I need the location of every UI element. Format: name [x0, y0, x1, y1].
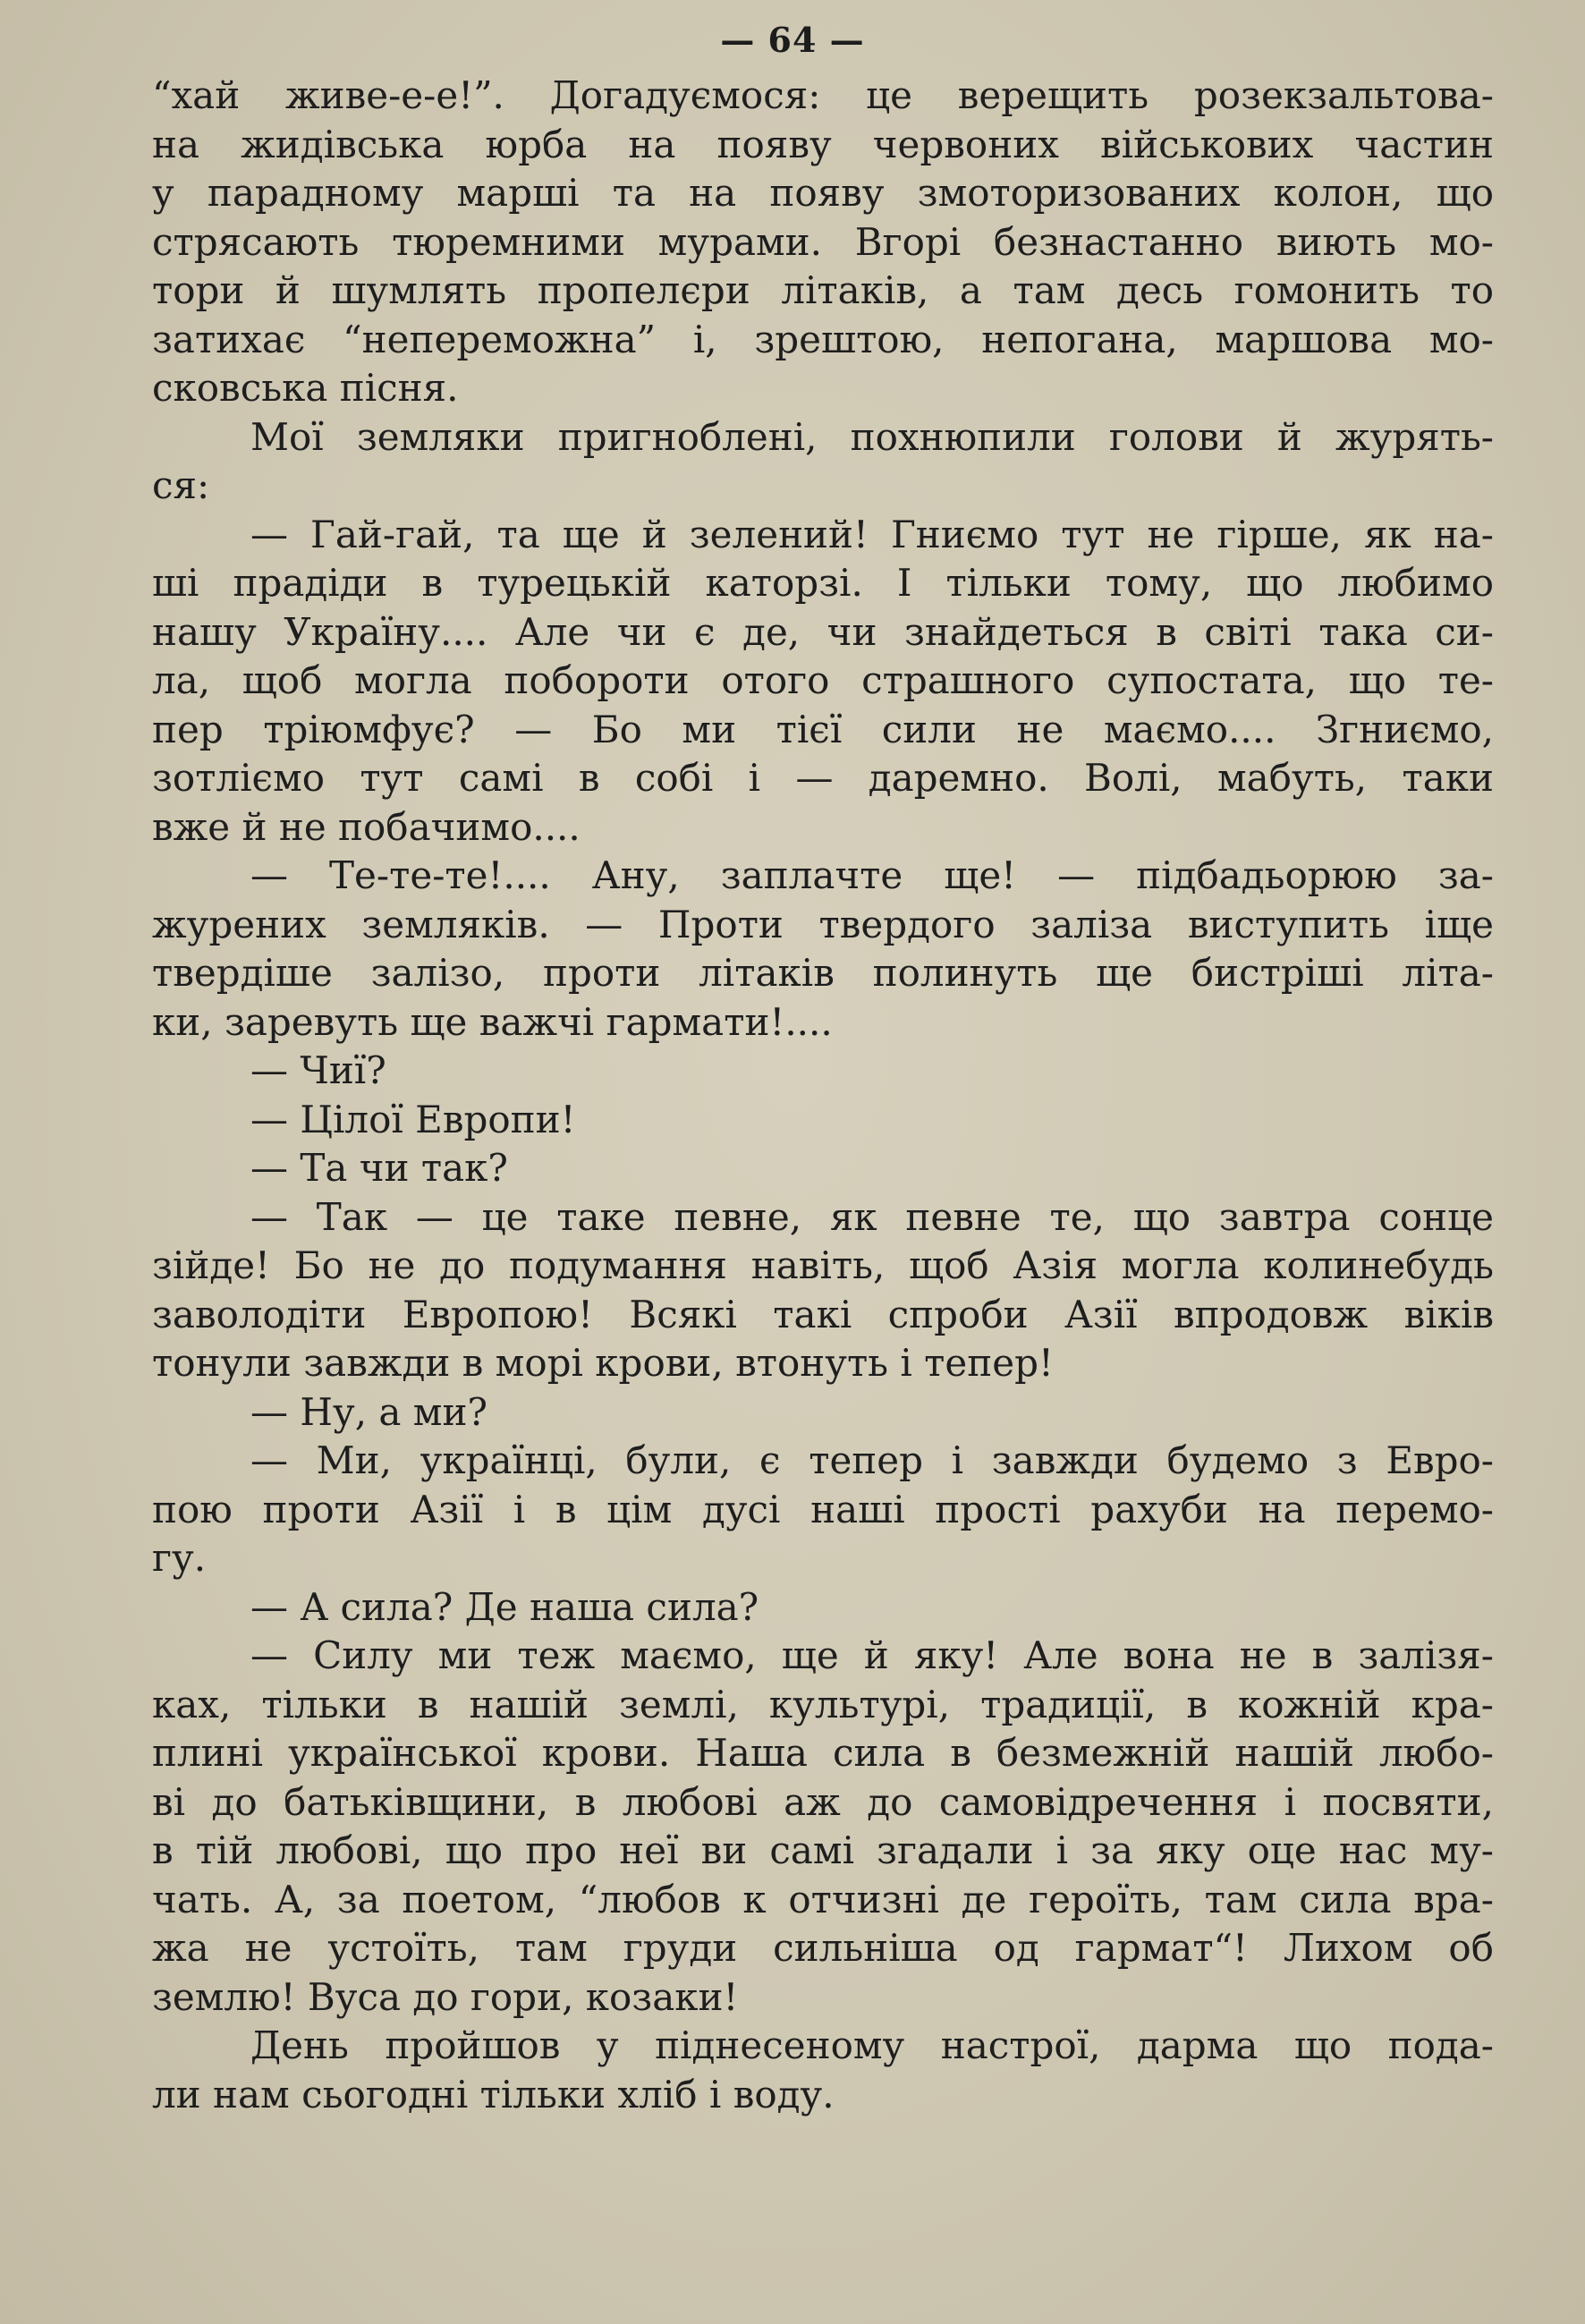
text-line: в тій любові, що про неї ви самі згадали і за яку оце нас му- — [152, 1828, 1494, 1872]
text-line: журених земляків. — Проти твердого заліза виступить іще — [152, 902, 1494, 946]
text-line: ках, тільки в нашій землі, культурі, традиції, в кожній кра- — [152, 1682, 1494, 1726]
text-line: пер тріюмфує? — Бо ми тієї сили не маємо.... Згниємо, — [152, 707, 1494, 751]
text-line: на жидівська юрба на появу червоних військових частин — [152, 122, 1494, 166]
text-line: — Та чи так? — [250, 1146, 508, 1190]
text-line: зійде! Бо не до подумання навіть, щоб Азія могла колинебудь — [152, 1243, 1494, 1287]
text-line: — Гай-гай, та ще й зелений! Гниємо тут не гірше, як на- — [250, 512, 1494, 556]
text-line: ся: — [152, 463, 210, 507]
text-line: жа не устоїть, там груди сильніша од гармат“! Лихом об — [152, 1926, 1494, 1970]
text-line: тонули завжди в морі крови, втонуть і тепер! — [152, 1341, 1054, 1385]
text-line: пою проти Азії і в цім дусі наші прості рахуби на перемо- — [152, 1487, 1494, 1531]
text-line: Мої земляки пригноблені, похнюпили голови й журять- — [250, 414, 1494, 459]
text-line: заволодіти Европою! Всякі такі спроби Азії впродовж віків — [152, 1292, 1494, 1336]
text-line: ли нам сьогодні тільки хліб і воду. — [152, 2072, 835, 2116]
text-line: День пройшов у піднесеному настрої, дарма що пода- — [250, 2023, 1494, 2067]
text-line: ла, щоб могла побороти отого страшного супостата, що те- — [152, 658, 1494, 702]
text-line: — Ну, а ми? — [250, 1389, 487, 1434]
text-line: — Так — це таке певне, як певне те, що завтра сонце — [250, 1194, 1494, 1239]
text-line: — Силу ми теж маємо, ще й яку! Але вона не в залізя- — [250, 1633, 1494, 1677]
text-line: ки, заревуть ще важчі гармати!.... — [152, 999, 833, 1044]
text-line: у парадному марші та на появу змоторизованих колон, що — [152, 171, 1494, 215]
text-line: сковська пісня. — [152, 366, 459, 410]
text-line: зотліємо тут самі в собі і — даремно. Волі, мабуть, таки — [152, 756, 1494, 800]
body-text — [152, 72, 1494, 2119]
text-line: нашу Україну.... Але чи є де, чи знайдеться в світі така си- — [152, 609, 1494, 654]
text-line: чать. А, за поетом, “любов к отчизні де героїть, там сила вра- — [152, 1877, 1494, 1921]
text-line: вже й не побачимо.... — [152, 804, 581, 849]
text-line: плині української крови. Наша сила в безмежній нашій любо- — [152, 1731, 1494, 1775]
text-line: ві до батьківщини, в любові аж до самовідречення і посвяти, — [152, 1779, 1494, 1824]
text-line: — Те-те-те!.... Ану, заплачте ще! — підбадьорюю за- — [250, 853, 1494, 897]
text-line: — А сила? Де наша сила? — [250, 1584, 759, 1629]
text-line: землю! Вуса до гори, козаки! — [152, 1974, 739, 2019]
text-line: “хай живе-е-е!”. Догадуємося: це верещить розекзальтова- — [152, 73, 1494, 117]
text-line: ші прадіди в турецькій каторзі. І тільки тому, що любимо — [152, 561, 1494, 605]
page-number: — 64 — — [720, 20, 865, 60]
text-line: — Чиї? — [250, 1048, 386, 1092]
text-line: гу. — [152, 1536, 207, 1580]
text-line: — Ми, українці, були, є тепер і завжди будемо з Евро- — [250, 1438, 1494, 1482]
text-line: твердіше залізо, проти літаків полинуть ще бистріші літа- — [152, 951, 1494, 995]
text-line: тори й шумлять пропелєри літаків, а там десь гомонить то — [152, 268, 1494, 312]
text-line: — Цілої Европи! — [250, 1097, 576, 1141]
text-line: стрясають тюремними мурами. Вгорі безнастанно виють мо- — [152, 219, 1494, 264]
text-line: затихає “непереможна” і, зрештою, непогана, маршова мо- — [152, 317, 1494, 361]
